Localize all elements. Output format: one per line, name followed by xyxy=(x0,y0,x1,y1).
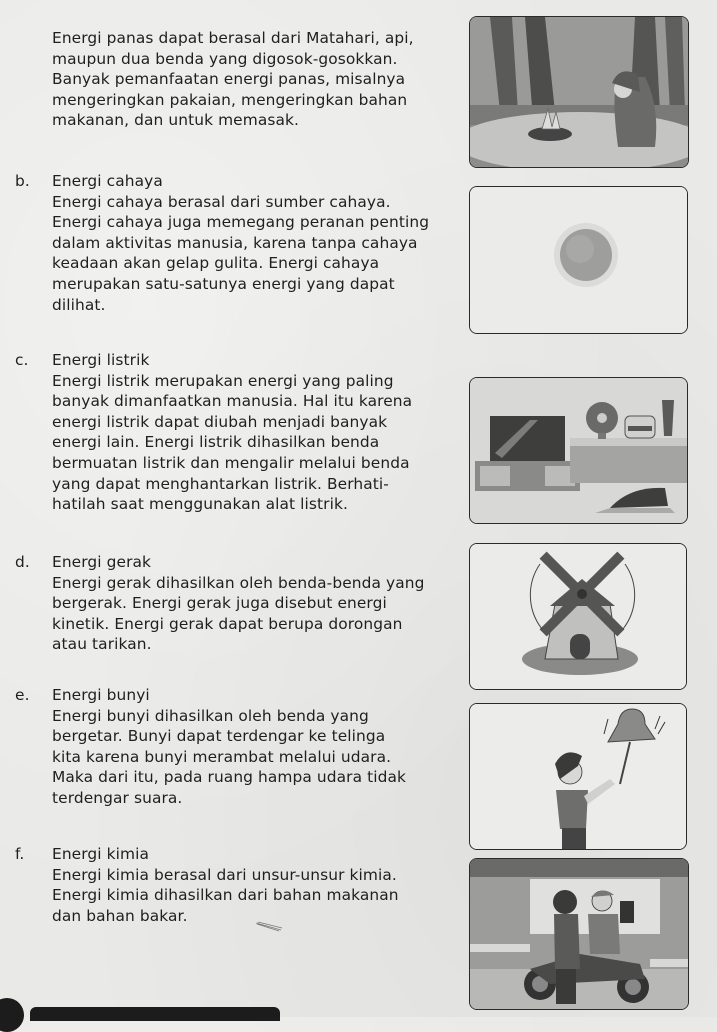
line: Banyak pemanfaatan energi panas, misalnya xyxy=(52,70,406,89)
line: terdengar suara. xyxy=(52,788,183,807)
line: mengeringkan pakaian, mengeringkan bahan xyxy=(52,90,408,109)
line: dan bahan bakar. xyxy=(52,906,188,925)
line: hatilah saat menggunakan alat listrik. xyxy=(52,495,348,514)
line: kinetik. Energi gerak dapat berupa dorongan xyxy=(52,614,403,633)
line: yang dapat menghantarkan listrik. Berhati- xyxy=(52,474,389,493)
section-letter: b. xyxy=(15,172,30,190)
campfire-forest-illustration xyxy=(469,16,689,168)
section-a-text xyxy=(52,28,460,131)
gas-station-motorcycle-illustration xyxy=(469,858,689,1010)
line: energi listrik dapat diubah menjadi banyak xyxy=(52,412,388,431)
section-title: Energi cahaya xyxy=(52,172,163,190)
section-d xyxy=(15,552,460,655)
line: dalam aktivitas manusia, karena tanpa cahaya xyxy=(52,233,418,252)
line: banyak dimanfaatkan manusia. Hal itu karena xyxy=(52,392,413,411)
section-letter: c. xyxy=(15,351,29,369)
line: Energi listrik merupakan energi yang paling xyxy=(52,371,394,390)
line: Energi panas dapat berasal dari Matahari, api, xyxy=(52,29,414,47)
line: Energi kimia berasal dari unsur-unsur kimia. xyxy=(52,865,397,884)
line: bergerak. Energi gerak juga disebut energi xyxy=(52,594,387,613)
pencil-scribble-mark xyxy=(255,920,285,932)
line: kita karena bunyi merambat melalui udara. xyxy=(52,747,392,766)
section-f xyxy=(15,844,460,926)
line: Energi cahaya berasal dari sumber cahaya. xyxy=(52,192,391,211)
line: keadaan akan gelap gulita. Energi cahaya xyxy=(52,254,380,273)
electrical-appliances-illustration xyxy=(469,377,688,524)
section-title: Energi bunyi xyxy=(52,686,150,704)
section-c xyxy=(15,350,460,515)
line: bergetar. Bunyi dapat terdengar ke telinga xyxy=(52,727,386,746)
section-letter: f. xyxy=(15,845,25,863)
line: maupun dua benda yang digosok-gosokkan. xyxy=(52,49,398,68)
line: merupakan satu-satunya energi yang dapat xyxy=(52,274,395,293)
page-tab-decoration xyxy=(0,998,24,1032)
line: atau tarikan. xyxy=(52,635,152,654)
section-e xyxy=(15,685,460,809)
section-b xyxy=(15,171,460,315)
girl-ringing-bell-illustration xyxy=(469,703,687,850)
line: Maka dari itu, pada ruang hampa udara tidak xyxy=(52,768,407,787)
section-letter: d. xyxy=(15,553,30,571)
line: bermuatan listrik dan mengalir melalui benda xyxy=(52,453,410,472)
line: Energi bunyi dihasilkan oleh benda yang xyxy=(52,706,369,725)
line: Energi gerak dihasilkan oleh benda-benda yang xyxy=(52,573,425,592)
page-footer-bar xyxy=(30,1007,280,1021)
section-title: Energi listrik xyxy=(52,351,150,369)
line: energi lain. Energi listrik dihasilkan benda xyxy=(52,433,380,452)
sun-illustration xyxy=(469,186,688,334)
line: makanan, dan untuk memasak. xyxy=(52,111,300,130)
line: Energi kimia dihasilkan dari bahan makanan xyxy=(52,886,399,905)
line: dilihat. xyxy=(52,295,106,314)
windmill-illustration xyxy=(469,543,687,690)
section-title: Energi gerak xyxy=(52,553,152,571)
line: Energi cahaya juga memegang peranan penting xyxy=(52,213,430,232)
section-title: Energi kimia xyxy=(52,845,150,863)
section-letter: e. xyxy=(15,686,30,704)
